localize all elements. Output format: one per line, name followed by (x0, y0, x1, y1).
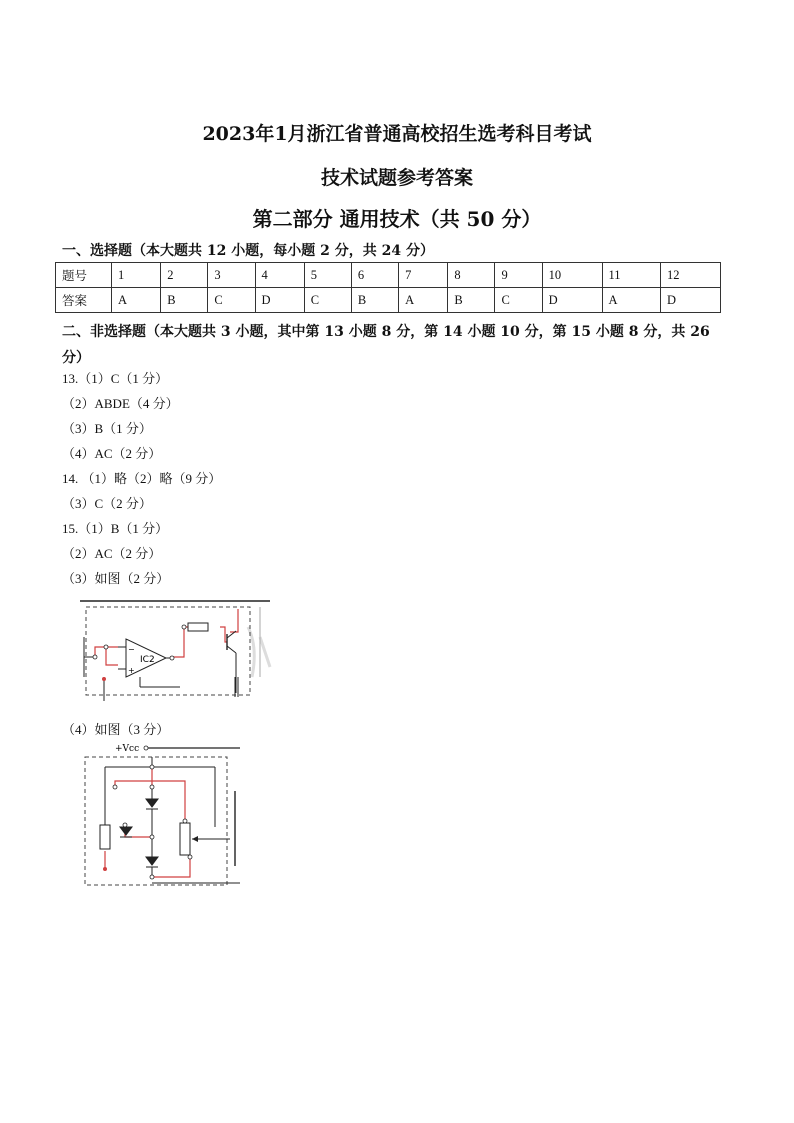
question-number: 8 (448, 263, 495, 288)
exam-title: 2023年1月浙江省普通高校招生选考科目考试 (202, 123, 592, 145)
circuit-figure-2 (80, 741, 242, 891)
answer-cell: D (255, 288, 304, 313)
answer-line: （2）AC（2 分） (62, 546, 162, 561)
answer-table (55, 262, 721, 313)
row-label-number: 题号 (56, 263, 112, 288)
answer-cell: C (208, 288, 255, 313)
question-number: 6 (351, 263, 398, 288)
section-2-heading: 二、非选择题（本大题共 3 小题，其中第 13 小题 8 分，第 14 小题 10 分，第 15 小题 8 分，共 26 分） (62, 324, 710, 366)
question-number: 9 (495, 263, 542, 288)
opamp-label: IC2 (140, 655, 155, 665)
question-number: 3 (208, 263, 255, 288)
vcc-label: +Vcc (115, 744, 140, 754)
answer-line: （4）如图（3 分） (62, 722, 170, 737)
answer-cell: B (351, 288, 398, 313)
answer-line: （4）AC（2 分） (62, 446, 162, 461)
question-number: 2 (161, 263, 208, 288)
question-number: 7 (399, 263, 448, 288)
row-label-answer: 答案 (56, 288, 112, 313)
answer-line: （3）C（2 分） (62, 496, 152, 511)
svg-text:+: + (128, 666, 135, 675)
question-number: 5 (304, 263, 351, 288)
question-number: 1 (112, 263, 161, 288)
answer-cell: A (112, 288, 161, 313)
answer-line: 13.（1）C（1 分） (62, 371, 169, 386)
answer-line: （2）ABDE（4 分） (62, 396, 179, 411)
section-1-heading: 一、选择题（本大题共 12 小题，每小题 2 分，共 24 分） (62, 243, 434, 259)
answer-cell: D (661, 288, 721, 313)
answer-cell: B (161, 288, 208, 313)
answer-cell: A (399, 288, 448, 313)
question-number: 10 (542, 263, 602, 288)
answer-cell: A (602, 288, 661, 313)
part-heading: 第二部分 通用技术（共 50 分） (252, 207, 542, 231)
question-number: 11 (602, 263, 661, 288)
answer-cell: C (495, 288, 542, 313)
answer-cell: D (542, 288, 602, 313)
answer-line: 14. （1）略（2）略（9 分） (62, 471, 222, 486)
svg-text:−: − (128, 645, 135, 654)
table-row-numbers (56, 263, 721, 288)
answer-subtitle: 技术试题参考答案 (320, 167, 473, 189)
circuit-figure-1 (80, 597, 280, 705)
answer-cell: C (304, 288, 351, 313)
table-row-answers (56, 288, 721, 313)
answer-line: （3）如图（2 分） (62, 571, 170, 586)
answer-cell: B (448, 288, 495, 313)
question-number: 4 (255, 263, 304, 288)
question-number: 12 (661, 263, 721, 288)
answer-line: 15.（1）B（1 分） (62, 521, 169, 536)
answer-line: （3）B（1 分） (62, 421, 152, 436)
